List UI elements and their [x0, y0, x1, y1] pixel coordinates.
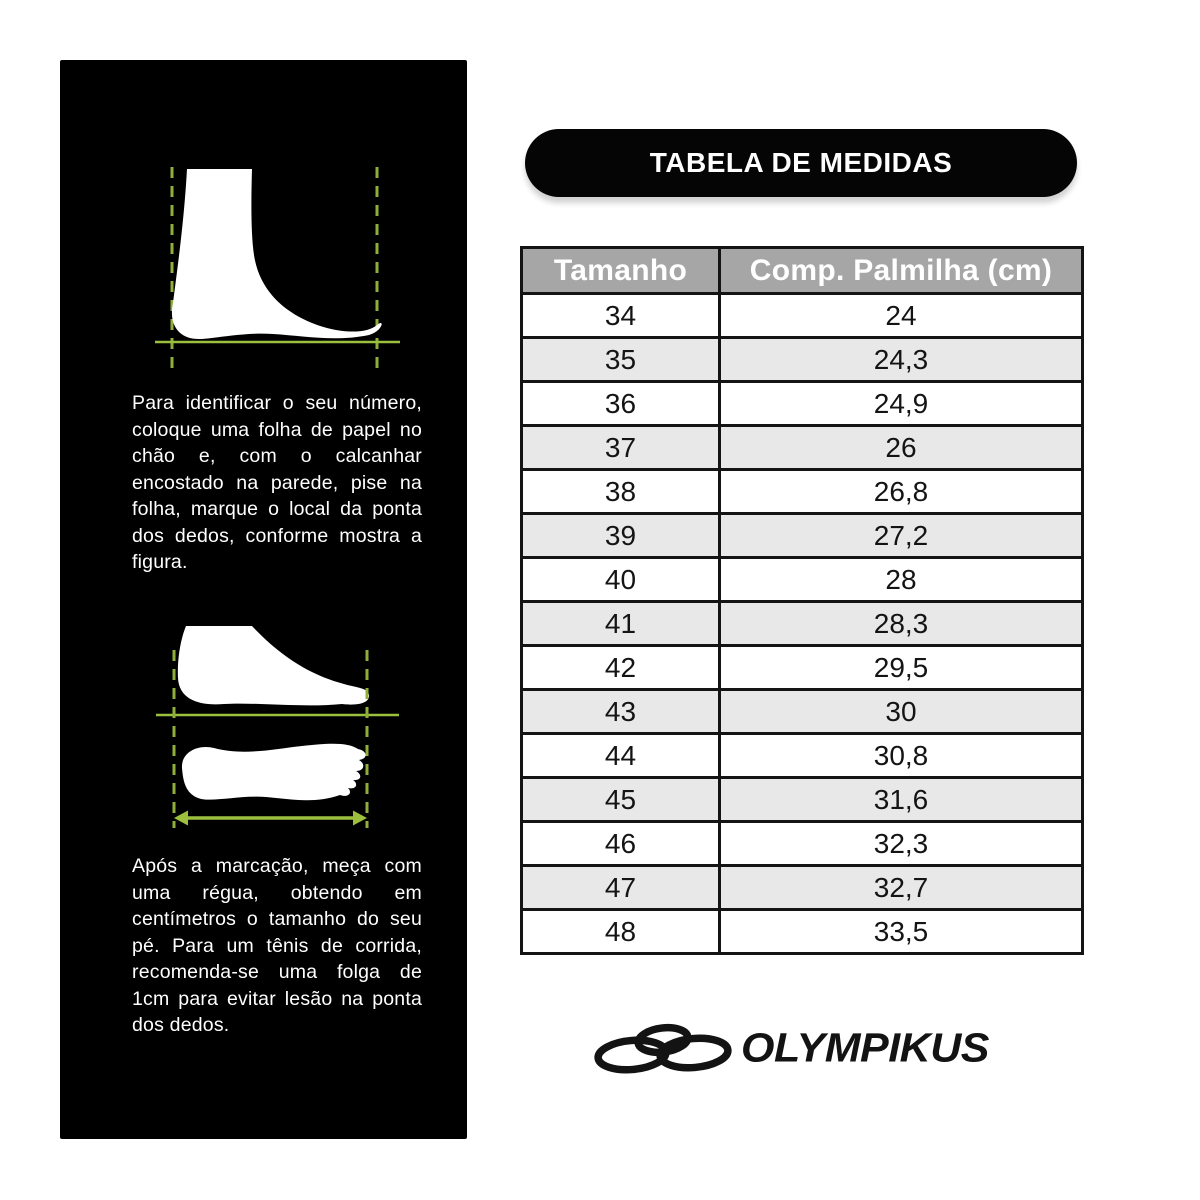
brand-name: OLYMPIKUS: [741, 1024, 989, 1071]
insole-length-cell: 24,9: [720, 382, 1083, 426]
insole-length-cell: 32,3: [720, 822, 1083, 866]
foot-side-illustration: [155, 163, 405, 388]
table-row: [522, 866, 1083, 910]
table-header-row: [522, 248, 1083, 294]
size-cell: 37: [522, 426, 720, 470]
table-row: [522, 294, 1083, 338]
olympikus-rings-icon: [594, 1022, 732, 1074]
instructions-panel: [60, 60, 467, 1139]
insole-length-cell: 27,2: [720, 514, 1083, 558]
foot-measure-illustration: [152, 618, 407, 833]
size-cell: 35: [522, 338, 720, 382]
size-cell: 36: [522, 382, 720, 426]
size-cell: 45: [522, 778, 720, 822]
insole-length-cell: 26: [720, 426, 1083, 470]
table-row: [522, 646, 1083, 690]
foot-silhouette: [172, 169, 382, 339]
foot-silhouette: [178, 626, 369, 705]
size-cell: 46: [522, 822, 720, 866]
size-cell: 44: [522, 734, 720, 778]
table-row: [522, 690, 1083, 734]
insole-length-cell: 28,3: [720, 602, 1083, 646]
table-row: [522, 514, 1083, 558]
size-table-body: [522, 294, 1083, 954]
size-cell: 43: [522, 690, 720, 734]
insole-length-cell: 28: [720, 558, 1083, 602]
insole-length-cell: 31,6: [720, 778, 1083, 822]
instruction-paragraph-1: Para identificar o seu número, coloque uma folha de papel no chão e, com o calcanhar encostado na parede, pise na folha, marque o local da ponta dos dedos, conforme mostra a figura.: [132, 392, 422, 573]
table-row: [522, 734, 1083, 778]
size-cell: 48: [522, 910, 720, 954]
table-row: [522, 910, 1083, 954]
table-row: [522, 338, 1083, 382]
page-title: TABELA DE MEDIDAS: [649, 147, 953, 178]
insole-length-cell: 33,5: [720, 910, 1083, 954]
size-cell: 34: [522, 294, 720, 338]
size-cell: 41: [522, 602, 720, 646]
insole-length-cell: 30,8: [720, 734, 1083, 778]
insole-length-cell: 30: [720, 690, 1083, 734]
insole-length-cell: 29,5: [720, 646, 1083, 690]
column-header-insole: Comp. Palmilha (cm): [720, 248, 1083, 294]
size-cell: 42: [522, 646, 720, 690]
title-pill: [525, 129, 1077, 197]
table-row: [522, 602, 1083, 646]
size-cell: 40: [522, 558, 720, 602]
insole-length-cell: 26,8: [720, 470, 1083, 514]
table-row: [522, 822, 1083, 866]
size-table: [520, 246, 1084, 955]
column-header-size: Tamanho: [522, 248, 720, 294]
length-arrow: [174, 811, 367, 826]
instruction-paragraph-2: Após a marcação, meça com uma régua, obtendo em centímetros o tamanho do seu pé. Para um tênis de corrida, recomenda-se uma folga de 1cm para evitar lesão na ponta dos dedos.: [132, 855, 422, 1036]
table-row: [522, 470, 1083, 514]
table-row: [522, 778, 1083, 822]
insole-length-cell: 32,7: [720, 866, 1083, 910]
brand-logo: [594, 1022, 989, 1074]
table-row: [522, 426, 1083, 470]
insole-length-cell: 24,3: [720, 338, 1083, 382]
size-cell: 38: [522, 470, 720, 514]
footprint-silhouette: [182, 744, 366, 800]
table-row: [522, 558, 1083, 602]
size-cell: 47: [522, 866, 720, 910]
insole-length-cell: 24: [720, 294, 1083, 338]
size-cell: 39: [522, 514, 720, 558]
table-row: [522, 382, 1083, 426]
